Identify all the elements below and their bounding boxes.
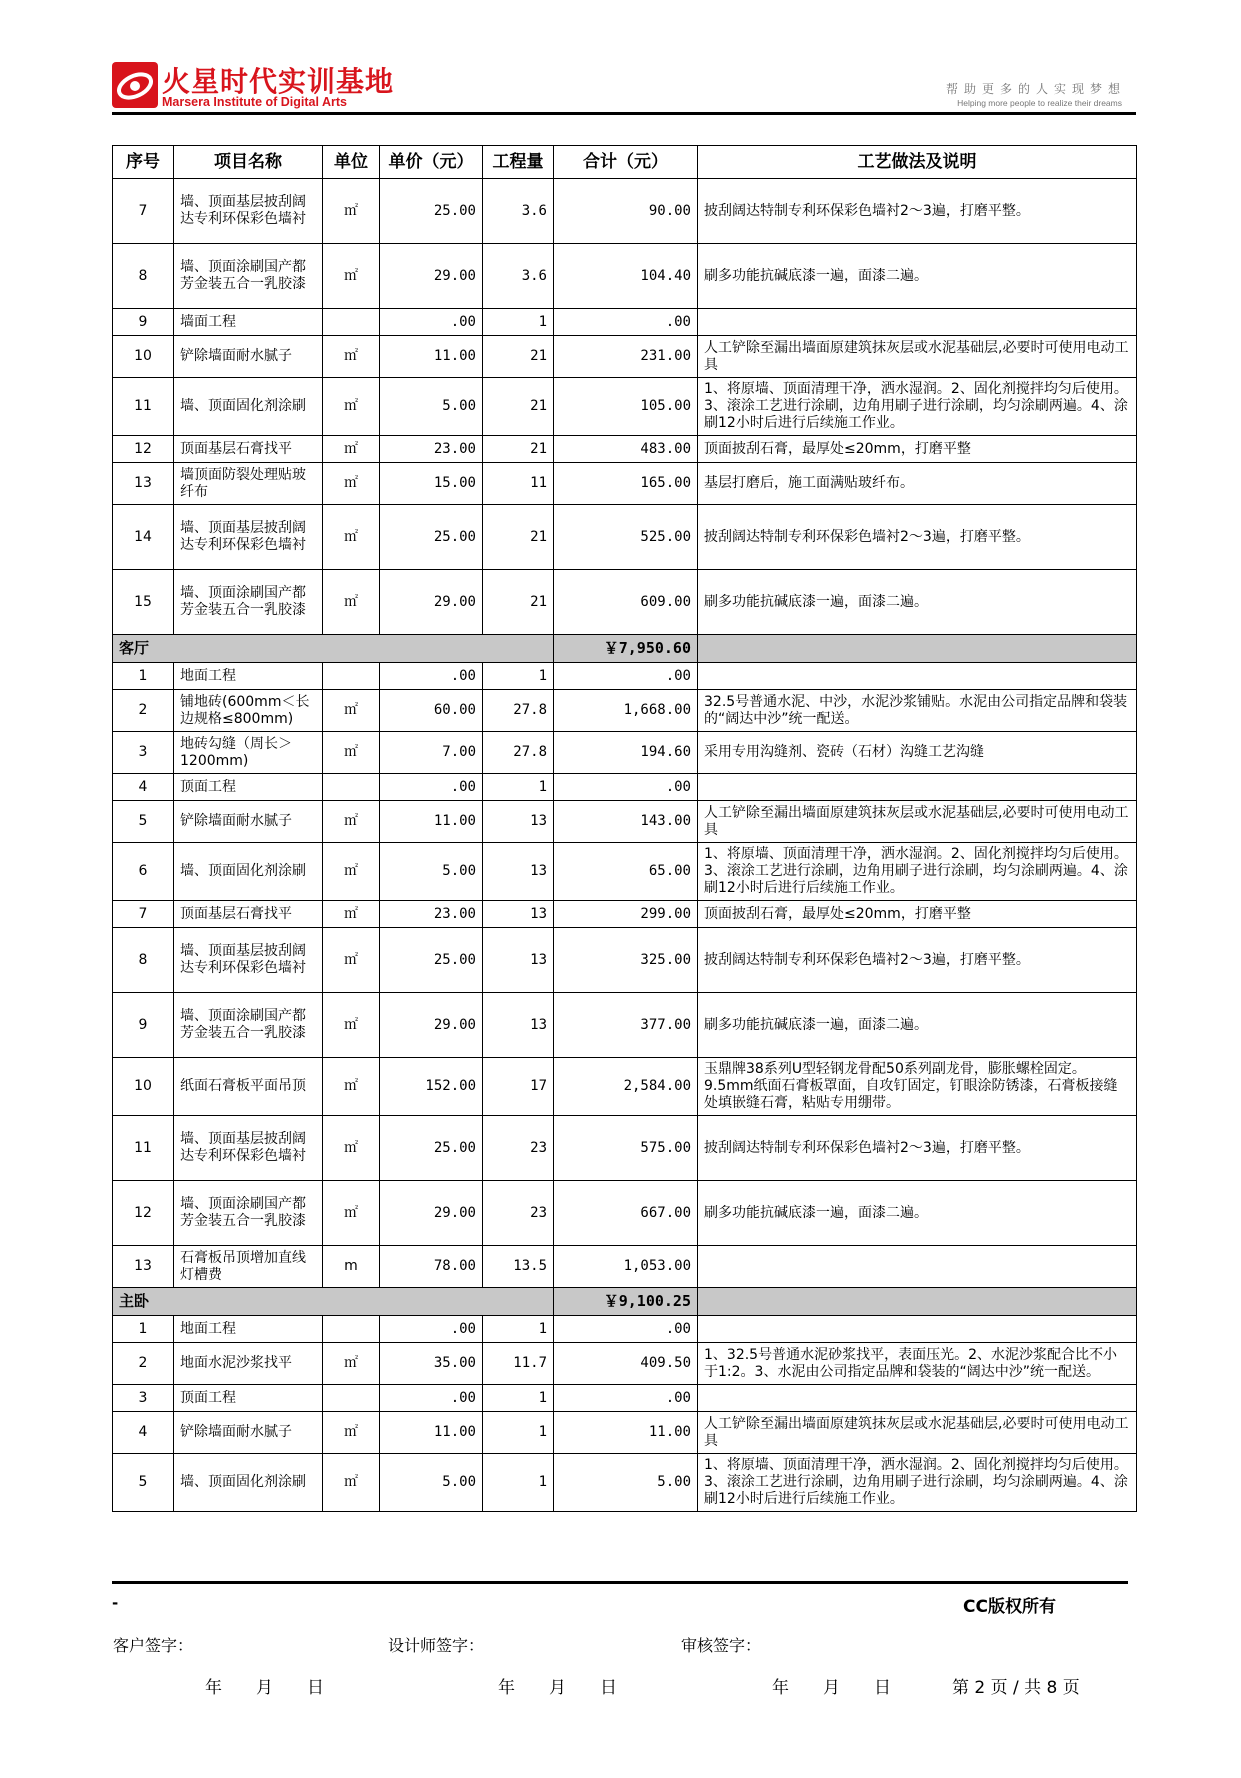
item-price: 5.00 bbox=[380, 1454, 483, 1512]
item-price: 25.00 bbox=[380, 505, 483, 570]
customer-date: 年 月 日 bbox=[205, 1678, 324, 1698]
item-total: 575.00 bbox=[554, 1116, 698, 1181]
item-unit: ㎡ bbox=[323, 436, 380, 463]
col-header-total: 合计（元） bbox=[554, 146, 698, 179]
item-no: 13 bbox=[113, 463, 174, 505]
item-no: 8 bbox=[113, 928, 174, 993]
item-total: 409.50 bbox=[554, 1343, 698, 1385]
item-no: 9 bbox=[113, 993, 174, 1058]
item-total: 11.00 bbox=[554, 1412, 698, 1454]
item-total: 609.00 bbox=[554, 570, 698, 635]
header-divider bbox=[112, 112, 1136, 115]
table-row bbox=[113, 1116, 1137, 1181]
item-no: 5 bbox=[113, 801, 174, 843]
item-total: 231.00 bbox=[554, 336, 698, 378]
col-header-name: 项目名称 bbox=[174, 146, 323, 179]
item-name: 墙顶面防裂处理贴玻纤布 bbox=[174, 463, 323, 505]
col-header-desc: 工艺做法及说明 bbox=[698, 146, 1137, 179]
item-desc: 32.5号普通水泥、中沙，水泥沙浆铺贴。水泥由公司指定品牌和袋装的“阔达中沙”统一配送。 bbox=[698, 690, 1137, 732]
item-price: .00 bbox=[380, 1316, 483, 1343]
item-total: 143.00 bbox=[554, 801, 698, 843]
item-name: 墙、顶面固化剂涂刷 bbox=[174, 843, 323, 901]
item-total: .00 bbox=[554, 309, 698, 336]
item-unit bbox=[323, 774, 380, 801]
table-row bbox=[113, 1246, 1137, 1288]
item-unit bbox=[323, 1316, 380, 1343]
item-no: 8 bbox=[113, 244, 174, 309]
item-price: 23.00 bbox=[380, 436, 483, 463]
footer-divider bbox=[112, 1581, 1128, 1584]
item-qty: 21 bbox=[483, 570, 554, 635]
item-qty: 21 bbox=[483, 436, 554, 463]
item-name: 石膏板吊顶增加直线灯槽费 bbox=[174, 1246, 323, 1288]
item-desc: 1、将原墙、顶面清理干净，洒水湿润。2、固化剂搅拌均匀后使用。3、滚涂工艺进行涂刷，边角用刷子进行涂刷，均匀涂刷两遍。4、涂刷12小时后进行后续施工作业。 bbox=[698, 1454, 1137, 1512]
item-desc: 刷多功能抗碱底漆一遍，面漆二遍。 bbox=[698, 244, 1137, 309]
item-price: .00 bbox=[380, 774, 483, 801]
item-unit: ㎡ bbox=[323, 901, 380, 928]
item-total: .00 bbox=[554, 1316, 698, 1343]
customer-signature-label: 客户签字： bbox=[113, 1636, 194, 1655]
col-header-qty: 工程量 bbox=[483, 146, 554, 179]
item-price: 35.00 bbox=[380, 1343, 483, 1385]
item-total: 104.40 bbox=[554, 244, 698, 309]
item-no: 5 bbox=[113, 1454, 174, 1512]
item-total: 1,668.00 bbox=[554, 690, 698, 732]
item-no: 6 bbox=[113, 843, 174, 901]
item-unit: ㎡ bbox=[323, 1454, 380, 1512]
item-price: 29.00 bbox=[380, 993, 483, 1058]
item-qty: 13 bbox=[483, 901, 554, 928]
item-price: 29.00 bbox=[380, 1181, 483, 1246]
item-no: 7 bbox=[113, 901, 174, 928]
table-row bbox=[113, 1385, 1137, 1412]
table-row bbox=[113, 463, 1137, 505]
item-name: 墙、顶面涂刷国产都芳金装五合一乳胶漆 bbox=[174, 1181, 323, 1246]
marsera-logo-icon bbox=[112, 62, 158, 108]
item-desc: 披刮阔达特制专利环保彩色墙衬2～3遍，打磨平整。 bbox=[698, 1116, 1137, 1181]
item-qty: 23 bbox=[483, 1116, 554, 1181]
item-no: 14 bbox=[113, 505, 174, 570]
item-name: 墙、顶面涂刷国产都芳金装五合一乳胶漆 bbox=[174, 993, 323, 1058]
item-unit bbox=[323, 309, 380, 336]
item-total: 299.00 bbox=[554, 901, 698, 928]
item-total: 105.00 bbox=[554, 378, 698, 436]
item-unit bbox=[323, 1385, 380, 1412]
item-unit: ㎡ bbox=[323, 1343, 380, 1385]
item-unit: m bbox=[323, 1246, 380, 1288]
item-price: 29.00 bbox=[380, 244, 483, 309]
item-desc: 1、将原墙、顶面清理干净，洒水湿润。2、固化剂搅拌均匀后使用。3、滚涂工艺进行涂刷，边角用刷子进行涂刷，均匀涂刷两遍。4、涂刷12小时后进行后续施工作业。 bbox=[698, 378, 1137, 436]
item-qty: 1 bbox=[483, 663, 554, 690]
item-unit: ㎡ bbox=[323, 336, 380, 378]
slogan-english: Helping more people to realize their dreams bbox=[957, 98, 1122, 108]
item-total: .00 bbox=[554, 663, 698, 690]
table-row bbox=[113, 505, 1137, 570]
table-row bbox=[113, 993, 1137, 1058]
item-total: 165.00 bbox=[554, 463, 698, 505]
item-desc: 基层打磨后，施工面满贴玻纤布。 bbox=[698, 463, 1137, 505]
item-price: 11.00 bbox=[380, 336, 483, 378]
item-qty: 1 bbox=[483, 1454, 554, 1512]
item-price: 7.00 bbox=[380, 732, 483, 774]
table-header-row bbox=[113, 146, 1137, 179]
item-no: 11 bbox=[113, 378, 174, 436]
section-label: 主卧 bbox=[113, 1288, 554, 1316]
item-desc: 人工铲除至漏出墙面原建筑抹灰层或水泥基础层,必要时可使用电动工具 bbox=[698, 801, 1137, 843]
item-price: .00 bbox=[380, 309, 483, 336]
item-unit: ㎡ bbox=[323, 244, 380, 309]
item-unit: ㎡ bbox=[323, 1181, 380, 1246]
item-desc: 刷多功能抗碱底漆一遍，面漆二遍。 bbox=[698, 1181, 1137, 1246]
item-desc bbox=[698, 663, 1137, 690]
item-name: 墙、顶面基层披刮阔达专利环保彩色墙衬 bbox=[174, 1116, 323, 1181]
item-no: 4 bbox=[113, 774, 174, 801]
item-qty: 27.8 bbox=[483, 690, 554, 732]
table-row bbox=[113, 690, 1137, 732]
item-qty: 1 bbox=[483, 309, 554, 336]
item-price: 29.00 bbox=[380, 570, 483, 635]
item-total: 325.00 bbox=[554, 928, 698, 993]
item-price: 60.00 bbox=[380, 690, 483, 732]
item-no: 12 bbox=[113, 1181, 174, 1246]
table-row bbox=[113, 436, 1137, 463]
item-name: 铲除墙面耐水腻子 bbox=[174, 336, 323, 378]
item-desc: 顶面披刮石膏，最厚处≤20mm，打磨平整 bbox=[698, 436, 1137, 463]
item-name: 顶面基层石膏找平 bbox=[174, 436, 323, 463]
item-price: 15.00 bbox=[380, 463, 483, 505]
section-subtotal: ￥7,950.60 bbox=[554, 635, 698, 663]
item-name: 墙、顶面基层披刮阔达专利环保彩色墙衬 bbox=[174, 928, 323, 993]
item-price: .00 bbox=[380, 1385, 483, 1412]
item-name: 铲除墙面耐水腻子 bbox=[174, 1412, 323, 1454]
table-row bbox=[113, 774, 1137, 801]
table-row bbox=[113, 1316, 1137, 1343]
item-desc: 1、32.5号普通水泥砂浆找平，表面压光。2、水泥沙浆配合比不小于1:2。3、水泥由公司指定品牌和袋装的“阔达中沙”统一配送。 bbox=[698, 1343, 1137, 1385]
item-unit: ㎡ bbox=[323, 928, 380, 993]
section-row bbox=[113, 635, 1137, 663]
item-name: 纸面石膏板平面吊顶 bbox=[174, 1058, 323, 1116]
item-unit: ㎡ bbox=[323, 1116, 380, 1181]
table-row bbox=[113, 801, 1137, 843]
table-row bbox=[113, 663, 1137, 690]
quote-table bbox=[112, 145, 1137, 1512]
item-total: 194.60 bbox=[554, 732, 698, 774]
copyright-text: CC版权所有 bbox=[963, 1597, 1056, 1617]
item-qty: 1 bbox=[483, 774, 554, 801]
item-name: 地面工程 bbox=[174, 1316, 323, 1343]
section-label: 客厅 bbox=[113, 635, 554, 663]
table-row bbox=[113, 1343, 1137, 1385]
item-no: 3 bbox=[113, 1385, 174, 1412]
item-price: 5.00 bbox=[380, 843, 483, 901]
item-price: 25.00 bbox=[380, 928, 483, 993]
item-unit: ㎡ bbox=[323, 505, 380, 570]
item-desc bbox=[698, 1385, 1137, 1412]
item-desc: 刷多功能抗碱底漆一遍，面漆二遍。 bbox=[698, 570, 1137, 635]
item-name: 墙、顶面涂刷国产都芳金装五合一乳胶漆 bbox=[174, 570, 323, 635]
footer-dash: - bbox=[112, 1594, 119, 1612]
item-desc: 刷多功能抗碱底漆一遍，面漆二遍。 bbox=[698, 993, 1137, 1058]
item-price: 25.00 bbox=[380, 179, 483, 244]
col-header-no: 序号 bbox=[113, 146, 174, 179]
item-unit: ㎡ bbox=[323, 463, 380, 505]
item-total: 667.00 bbox=[554, 1181, 698, 1246]
item-qty: 3.6 bbox=[483, 179, 554, 244]
item-total: 377.00 bbox=[554, 993, 698, 1058]
item-no: 9 bbox=[113, 309, 174, 336]
table-row bbox=[113, 179, 1137, 244]
item-name: 地面工程 bbox=[174, 663, 323, 690]
item-unit: ㎡ bbox=[323, 378, 380, 436]
item-unit: ㎡ bbox=[323, 179, 380, 244]
item-unit: ㎡ bbox=[323, 843, 380, 901]
item-no: 10 bbox=[113, 1058, 174, 1116]
item-qty: 17 bbox=[483, 1058, 554, 1116]
item-total: 90.00 bbox=[554, 179, 698, 244]
item-no: 15 bbox=[113, 570, 174, 635]
item-desc bbox=[698, 1316, 1137, 1343]
item-unit: ㎡ bbox=[323, 732, 380, 774]
item-qty: 11.7 bbox=[483, 1343, 554, 1385]
item-no: 1 bbox=[113, 663, 174, 690]
item-qty: 1 bbox=[483, 1412, 554, 1454]
table-row bbox=[113, 1058, 1137, 1116]
item-total: 2,584.00 bbox=[554, 1058, 698, 1116]
item-qty: 1 bbox=[483, 1316, 554, 1343]
item-total: 525.00 bbox=[554, 505, 698, 570]
table-row bbox=[113, 1412, 1137, 1454]
item-price: 11.00 bbox=[380, 801, 483, 843]
section-blank bbox=[698, 1288, 1137, 1316]
designer-signature-label: 设计师签字： bbox=[388, 1636, 485, 1655]
item-desc: 披刮阔达特制专利环保彩色墙衬2～3遍，打磨平整。 bbox=[698, 505, 1137, 570]
item-price: 78.00 bbox=[380, 1246, 483, 1288]
item-unit: ㎡ bbox=[323, 801, 380, 843]
item-no: 2 bbox=[113, 690, 174, 732]
table-row bbox=[113, 378, 1137, 436]
item-qty: 21 bbox=[483, 336, 554, 378]
item-qty: 13 bbox=[483, 843, 554, 901]
table-row bbox=[113, 901, 1137, 928]
col-header-unit: 单位 bbox=[323, 146, 380, 179]
item-name: 地砖勾缝（周长＞1200mm) bbox=[174, 732, 323, 774]
item-qty: 13 bbox=[483, 928, 554, 993]
item-name: 铺地砖(600mm＜长边规格≤800mm) bbox=[174, 690, 323, 732]
item-price: .00 bbox=[380, 663, 483, 690]
item-name: 墙、顶面固化剂涂刷 bbox=[174, 378, 323, 436]
item-desc: 人工铲除至漏出墙面原建筑抹灰层或水泥基础层,必要时可使用电动工具 bbox=[698, 336, 1137, 378]
item-desc: 人工铲除至漏出墙面原建筑抹灰层或水泥基础层,必要时可使用电动工具 bbox=[698, 1412, 1137, 1454]
item-qty: 13 bbox=[483, 801, 554, 843]
item-no: 2 bbox=[113, 1343, 174, 1385]
item-desc bbox=[698, 774, 1137, 801]
item-total: .00 bbox=[554, 1385, 698, 1412]
item-desc bbox=[698, 309, 1137, 336]
item-name: 地面水泥沙浆找平 bbox=[174, 1343, 323, 1385]
logo-chinese-name: 火星时代实训基地 bbox=[162, 65, 395, 98]
item-name: 墙、顶面涂刷国产都芳金装五合一乳胶漆 bbox=[174, 244, 323, 309]
review-date: 年 月 日 bbox=[772, 1678, 891, 1698]
logo-english-name: Marsera Institute of Digital Arts bbox=[162, 95, 347, 109]
item-no: 12 bbox=[113, 436, 174, 463]
item-name: 墙面工程 bbox=[174, 309, 323, 336]
item-desc: 披刮阔达特制专利环保彩色墙衬2～3遍，打磨平整。 bbox=[698, 179, 1137, 244]
page-number: 第 2 页 / 共 8 页 bbox=[952, 1678, 1080, 1698]
item-unit: ㎡ bbox=[323, 1058, 380, 1116]
item-desc bbox=[698, 1246, 1137, 1288]
item-name: 墙、顶面基层披刮阔达专利环保彩色墙衬 bbox=[174, 505, 323, 570]
item-total: .00 bbox=[554, 774, 698, 801]
table-row bbox=[113, 1181, 1137, 1246]
item-qty: 21 bbox=[483, 505, 554, 570]
review-signature-label: 审核签字： bbox=[681, 1636, 762, 1655]
item-total: 5.00 bbox=[554, 1454, 698, 1512]
item-no: 1 bbox=[113, 1316, 174, 1343]
item-unit bbox=[323, 663, 380, 690]
item-price: 5.00 bbox=[380, 378, 483, 436]
item-desc: 1、将原墙、顶面清理干净，洒水湿润。2、固化剂搅拌均匀后使用。3、滚涂工艺进行涂刷，边角用刷子进行涂刷，均匀涂刷两遍。4、涂刷12小时后进行后续施工作业。 bbox=[698, 843, 1137, 901]
item-unit: ㎡ bbox=[323, 1412, 380, 1454]
table-row bbox=[113, 309, 1137, 336]
item-name: 顶面工程 bbox=[174, 774, 323, 801]
table-row bbox=[113, 928, 1137, 993]
table-row bbox=[113, 843, 1137, 901]
table-row bbox=[113, 732, 1137, 774]
item-desc: 披刮阔达特制专利环保彩色墙衬2～3遍，打磨平整。 bbox=[698, 928, 1137, 993]
section-row bbox=[113, 1288, 1137, 1316]
item-total: 1,053.00 bbox=[554, 1246, 698, 1288]
table-row bbox=[113, 1454, 1137, 1512]
item-name: 墙、顶面固化剂涂刷 bbox=[174, 1454, 323, 1512]
item-desc: 顶面披刮石膏，最厚处≤20mm，打磨平整 bbox=[698, 901, 1137, 928]
item-qty: 21 bbox=[483, 378, 554, 436]
page-header bbox=[112, 58, 1136, 114]
item-price: 152.00 bbox=[380, 1058, 483, 1116]
item-total: 65.00 bbox=[554, 843, 698, 901]
item-price: 25.00 bbox=[380, 1116, 483, 1181]
item-unit: ㎡ bbox=[323, 993, 380, 1058]
item-name: 顶面基层石膏找平 bbox=[174, 901, 323, 928]
table-row bbox=[113, 570, 1137, 635]
item-no: 4 bbox=[113, 1412, 174, 1454]
item-qty: 3.6 bbox=[483, 244, 554, 309]
item-no: 7 bbox=[113, 179, 174, 244]
item-qty: 11 bbox=[483, 463, 554, 505]
item-name: 铲除墙面耐水腻子 bbox=[174, 801, 323, 843]
item-total: 483.00 bbox=[554, 436, 698, 463]
item-no: 3 bbox=[113, 732, 174, 774]
table-row bbox=[113, 244, 1137, 309]
item-unit: ㎡ bbox=[323, 570, 380, 635]
col-header-price: 单价（元） bbox=[380, 146, 483, 179]
item-no: 11 bbox=[113, 1116, 174, 1181]
item-no: 13 bbox=[113, 1246, 174, 1288]
item-price: 23.00 bbox=[380, 901, 483, 928]
item-unit: ㎡ bbox=[323, 690, 380, 732]
item-name: 墙、顶面基层披刮阔达专利环保彩色墙衬 bbox=[174, 179, 323, 244]
quote-table-body bbox=[113, 179, 1137, 1512]
section-blank bbox=[698, 635, 1137, 663]
item-qty: 13 bbox=[483, 993, 554, 1058]
item-qty: 13.5 bbox=[483, 1246, 554, 1288]
item-qty: 23 bbox=[483, 1181, 554, 1246]
item-qty: 1 bbox=[483, 1385, 554, 1412]
section-subtotal: ￥9,100.25 bbox=[554, 1288, 698, 1316]
designer-date: 年 月 日 bbox=[498, 1678, 617, 1698]
item-desc: 玉鼎牌38系列U型轻钢龙骨配50系列副龙骨，膨胀螺栓固定。9.5mm纸面石膏板罩面，自攻钉固定，钉眼涂防锈漆，石膏板接缝处填嵌缝石膏，粘贴专用绷带。 bbox=[698, 1058, 1137, 1116]
item-qty: 27.8 bbox=[483, 732, 554, 774]
table-row bbox=[113, 336, 1137, 378]
item-name: 顶面工程 bbox=[174, 1385, 323, 1412]
slogan-chinese: 帮助更多的人实现梦想 bbox=[945, 82, 1126, 96]
item-price: 11.00 bbox=[380, 1412, 483, 1454]
item-no: 10 bbox=[113, 336, 174, 378]
item-desc: 采用专用沟缝剂、瓷砖（石材）沟缝工艺沟缝 bbox=[698, 732, 1137, 774]
